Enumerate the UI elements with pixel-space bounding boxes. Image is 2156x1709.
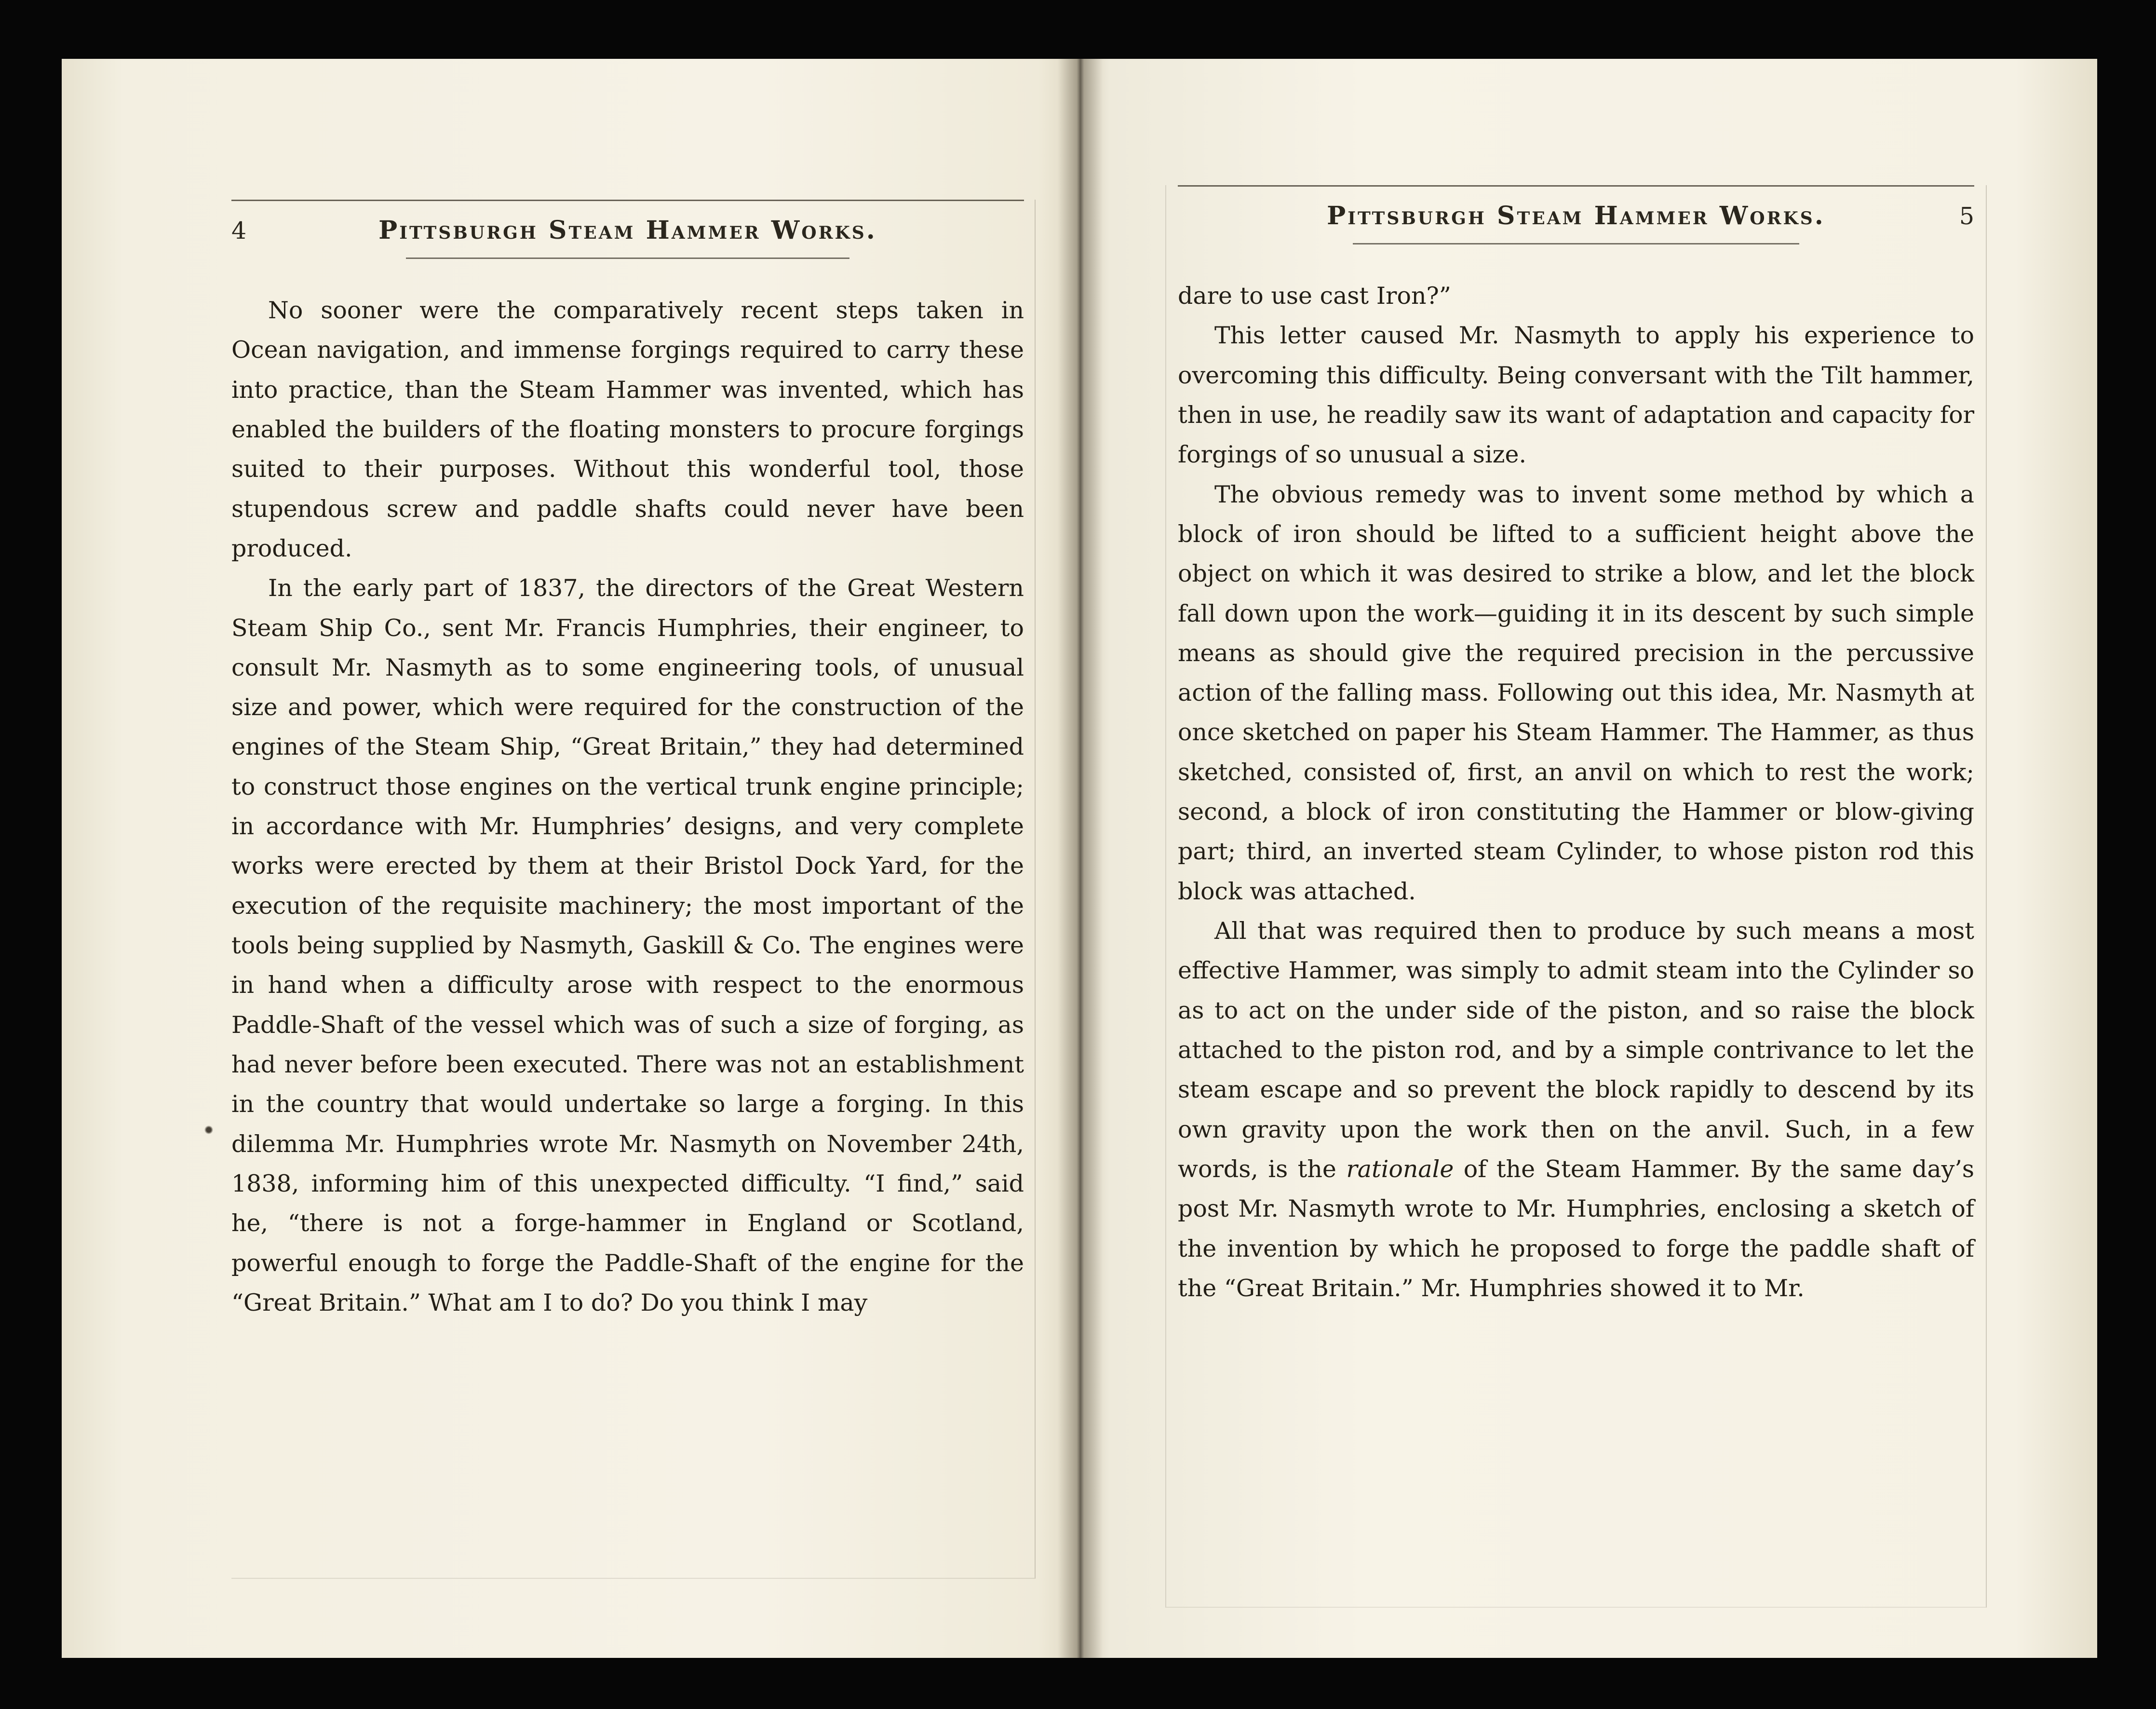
paragraph	[231, 291, 1024, 569]
page-left-text-block	[231, 200, 1036, 1579]
running-head-left: Pittsburgh Steam Hammer Works.	[378, 216, 877, 245]
page-right-header	[1178, 201, 1974, 231]
text-run: The obvious remedy was to invent some method by which a block of iron should be lifted to a sufficient height above the object on which it was desired to strike a blow, and let the block fall down upon the work—guiding it in its descent by such simple means as should give the required precision in the percussive action of the falling mass. Following out this idea, Mr. Nasmyth at once sketched on paper his Steam Hammer. The Hammer, as thus sketched, consisted of, first, an anvil on which to rest the work; second, a block of iron constituting the Hammer or blow-giving part; third, an inverted steam Cylinder, to whose piston rod this block was attached.	[1178, 480, 1974, 905]
header-rule-top-right	[1178, 185, 1974, 187]
text-run: dare to use cast Iron?”	[1178, 282, 1451, 310]
text-run: All that was required then to produce by such means a most effective Hammer, was simply to admit steam into the Cylinder so as to act on the under side of the piston, and so raise the block attached to the piston rod, and by a simple contrivance to let the steam escape and so prevent the block rapidly to descend by its own gravity upon the work then on the anvil. Such, in a few words, is the	[1178, 917, 1974, 1183]
ink-speck	[204, 1126, 213, 1134]
page-right	[1079, 59, 2097, 1658]
text-run: In the early part of 1837, the directors of the Great Western Steam Ship Co., sent Mr. Francis Humphries, their engineer, to consult Mr. Nasmyth as to some engineering tools, of unusual size and power, which were required for the construction of the engines of the Steam Ship, “Great Britain,” they had determined to construct those engines on the vertical trunk engine principle; in accordance with Mr. Humphries’ designs, and very complete works were erected by them at their Bristol Dock Yard, for the execution of the requisite machinery; the most important of the tools being supplied by Nasmyth, Gaskill & Co. The engines were in hand when a difficulty arose with respect to the enormous Paddle-Shaft of the vessel which was of such a size of forging, as had never before been executed. There was not an establishment in the country that would undertake so large a forging. In this dilemma Mr. Humphries wrote Mr. Nasmyth on November 24th, 1838, informing him of this unexpected difficulty. “I find,” said he, “there is not a forge-hammer in England or Scotland, powerful enough to forge the Paddle-Shaft of the engine for the “Great Britain.” What am I to do? Do you think I may	[231, 574, 1024, 1316]
text-run: of the Steam Hammer. By the same day’s post Mr. Nasmyth wrote to Mr. Humphries, enclosing a sketch of the invention by which he proposed to forge the paddle shaft of the “Great Britain.” Mr. Humphries showed it to Mr.	[1178, 1155, 1974, 1302]
italic-text-run: rationale	[1346, 1155, 1454, 1183]
paragraph	[1178, 475, 1974, 911]
paragraph	[231, 569, 1024, 1323]
page-right-body	[1178, 276, 1974, 1308]
page-right-text-block	[1165, 185, 1987, 1608]
text-run: No sooner were the comparatively recent steps taken in Ocean navigation, and immense forgings required to carry these into practice, than the Steam Hammer was invented, which has enabled the builders of the floating monsters to procure forgings suited to their purposes. Without this wonderful tool, those stupendous screw and paddle shafts could never have been produced.	[231, 297, 1024, 562]
page-left-body	[231, 291, 1024, 1323]
paragraph	[1178, 316, 1974, 475]
running-head-right: Pittsburgh Steam Hammer Works.	[1327, 201, 1825, 231]
text-run: This letter caused Mr. Nasmyth to apply his experience to overcoming this difficulty. Being conversant with the Tilt hammer, then in use, he readily saw its want of adaptation and capacity for forgings of so unusual a size.	[1178, 322, 1974, 469]
page-number-right: 5	[1959, 203, 1974, 230]
page-number-left: 4	[231, 217, 247, 244]
header-rule-under-left	[406, 258, 850, 259]
header-rule-top-left	[231, 200, 1024, 201]
page-left	[62, 59, 1079, 1658]
book-spread	[62, 59, 2097, 1658]
header-rule-under-right	[1353, 243, 1799, 244]
paragraph	[1178, 911, 1974, 1308]
page-left-header	[231, 216, 1024, 245]
paragraph	[1178, 276, 1974, 316]
